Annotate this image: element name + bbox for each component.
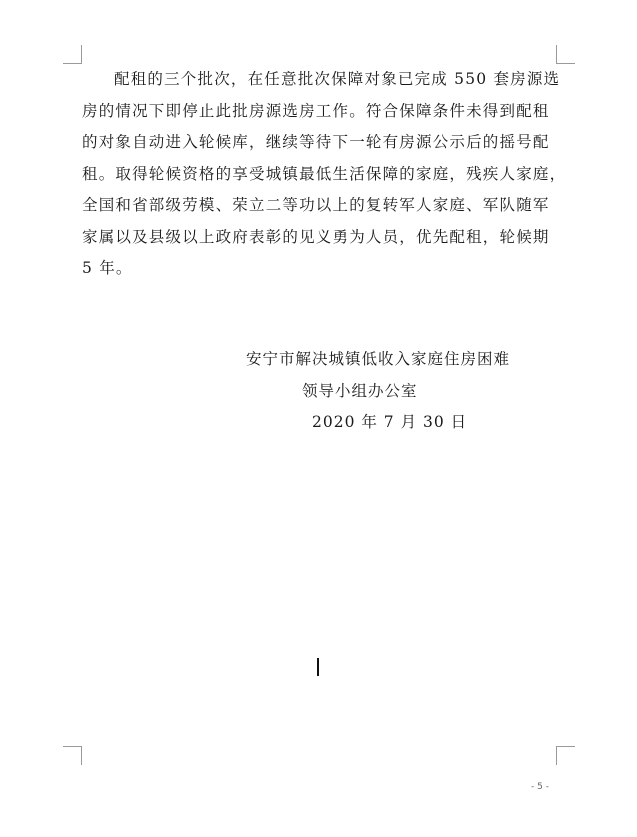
body-line: 全国和省部级劳模、荣立二等功以上的复转军人家庭、军队随军 — [82, 196, 550, 214]
signature-organization-line-2: 领导小组办公室 — [302, 381, 418, 400]
signature-block — [240, 344, 530, 439]
body-line: 配租的三个批次，在任意批次保障对象已完成 550 套房源选 — [114, 70, 561, 88]
body-line: 5 年。 — [82, 259, 133, 277]
signature-organization-line-1: 安宁市解决城镇低收入家庭住房困难 — [246, 350, 511, 368]
margin-corner-mark-bottom-left — [63, 746, 82, 765]
signature-date: 2020 年 7 月 30 日 — [312, 413, 468, 431]
body-line: 租。取得轮候资格的享受城镇最低生活保障的家庭，残疾人家庭， — [82, 164, 567, 183]
body-line: 房的情况下即停止此批房源选房工作。符合保障条件未得到配租 — [82, 101, 550, 120]
margin-corner-mark-bottom-right — [556, 746, 575, 765]
body-line: 家属以及县级以上政府表彰的见义勇为人员，优先配租，轮候期 — [82, 227, 550, 246]
page-number: - 5 - — [531, 782, 549, 792]
body-line: 的对象自动进入轮候库，继续等待下一轮有房源公示后的摇号配 — [82, 133, 550, 151]
text-cursor — [317, 658, 319, 676]
margin-corner-mark-top-left — [63, 45, 82, 64]
margin-corner-mark-top-right — [556, 45, 575, 64]
body-paragraph[interactable] — [82, 64, 567, 285]
